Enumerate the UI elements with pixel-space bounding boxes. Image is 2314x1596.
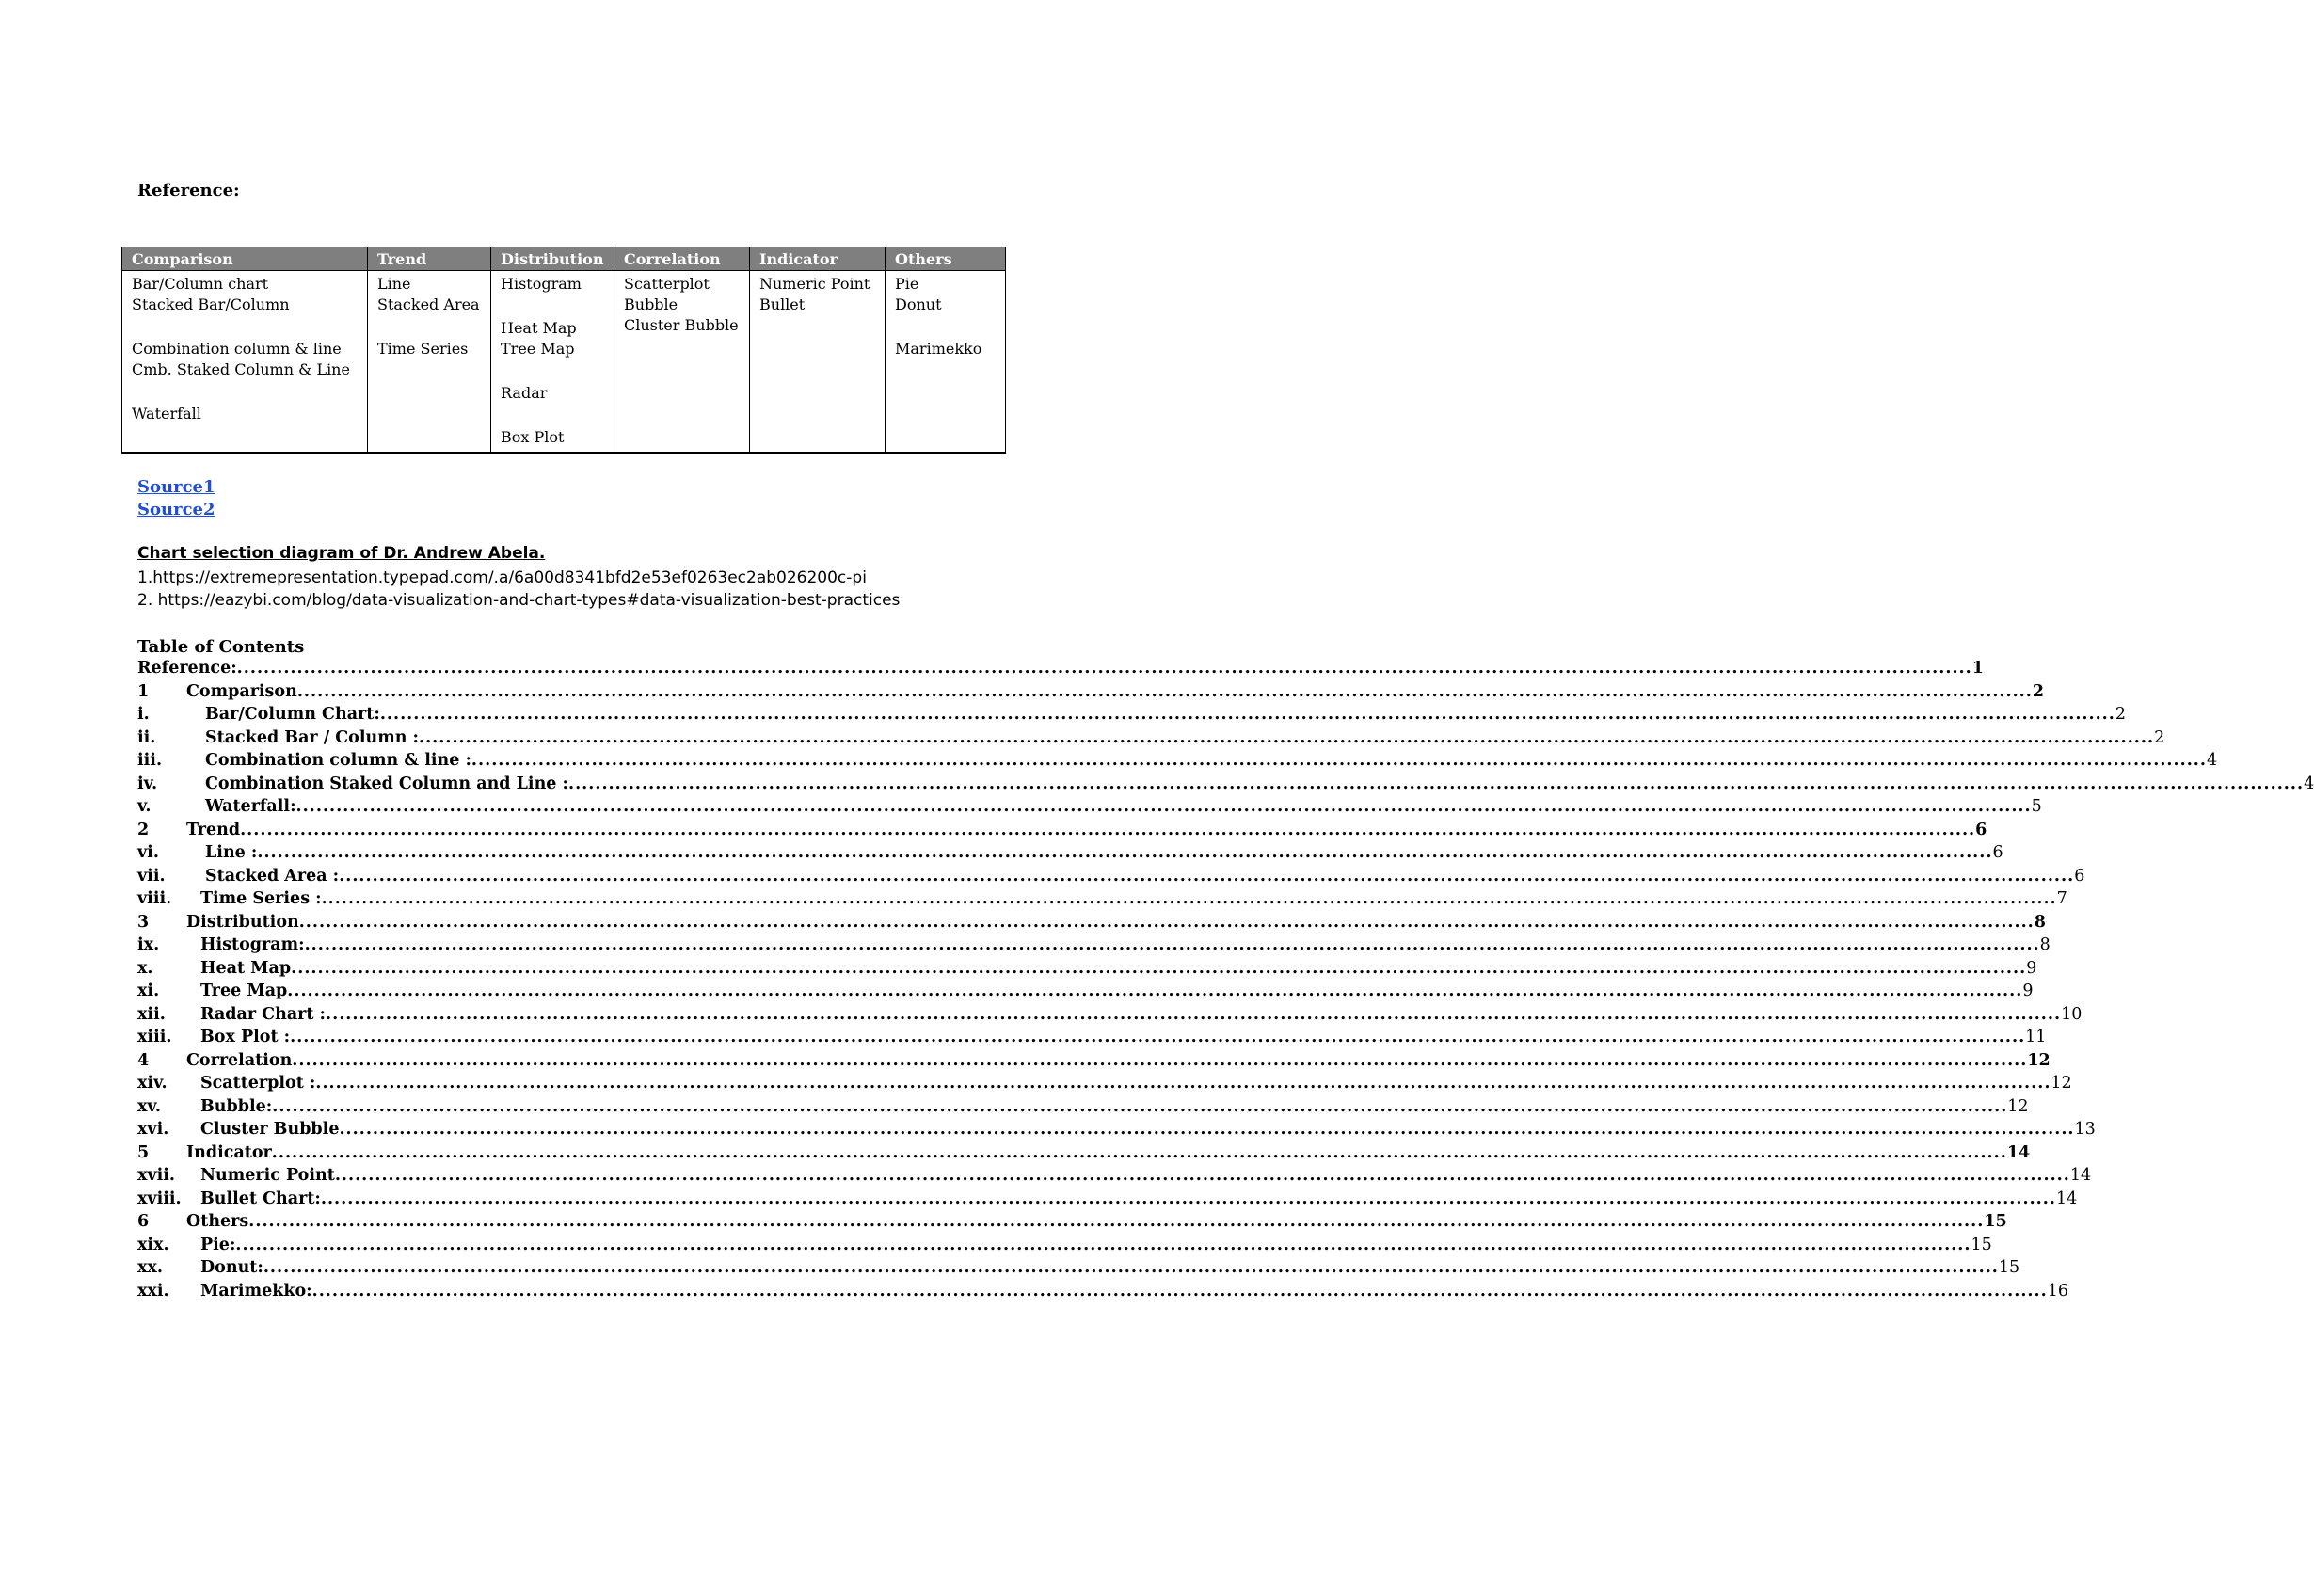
toc-entry-label: Radar Chart :	[200, 1004, 327, 1024]
toc-entry-page: 7	[2056, 889, 2067, 908]
cell-comparison	[122, 271, 368, 454]
table-of-contents	[137, 659, 2314, 1304]
table-body-row	[122, 271, 1006, 454]
toc-entry-label: Others	[186, 1212, 249, 1231]
toc-entry[interactable]	[137, 889, 2067, 913]
toc-entry-page: 4	[2206, 751, 2218, 770]
toc-entry-label: Scatterplot :	[200, 1074, 316, 1093]
toc-entry[interactable]	[137, 727, 2165, 752]
toc-entry-label: Marimekko:	[200, 1281, 312, 1301]
toc-entry-number: ii.	[137, 727, 156, 747]
toc-entry-page: 14	[2055, 1189, 2078, 1208]
toc-entry[interactable]	[137, 1004, 2083, 1029]
toc-entry-page: 4	[2304, 774, 2314, 793]
toc-entry-page: 8	[2039, 935, 2051, 954]
toc-entry-label: Cluster Bubble	[200, 1120, 340, 1139]
toc-entry-number: 5	[137, 1142, 150, 1162]
toc-dot-leader: ....................................................................................................................................................................................................................................................................	[304, 935, 2040, 954]
toc-entry-label: Combination column & line :	[205, 751, 471, 770]
table-cell-item: Bullet	[759, 295, 806, 313]
cell-distribution	[491, 271, 614, 454]
toc-entry-page: 14	[2006, 1142, 2031, 1162]
table-cell-item: Box Plot	[501, 428, 565, 446]
toc-entry[interactable]	[137, 1189, 2078, 1213]
toc-dot-leader: ....................................................................................................................................................................................................................................................................	[315, 1074, 2051, 1093]
toc-entry-number: 6	[137, 1212, 150, 1231]
toc-entry-page: 1	[1971, 659, 1984, 678]
toc-dot-leader: ....................................................................................................................................................................................................................................................................	[419, 727, 2155, 747]
toc-entry-label: Numeric Point	[200, 1166, 335, 1185]
toc-entry-label: Bar/Column Chart:	[205, 705, 380, 724]
header-correlation: Correlation	[614, 247, 750, 271]
toc-dot-leader: ....................................................................................................................................................................................................................................................................	[272, 1096, 2008, 1116]
toc-entry-page: 14	[2069, 1166, 2092, 1185]
toc-entry-page: 10	[2061, 1004, 2083, 1024]
toc-dot-leader: ....................................................................................................................................................................................................................................................................	[320, 1189, 2056, 1208]
toc-entry-label: Heat Map	[200, 958, 292, 978]
table-cell-item: Line	[377, 275, 411, 293]
toc-entry[interactable]	[137, 1212, 2007, 1236]
toc-entry-label: Waterfall:	[205, 797, 296, 816]
toc-dot-leader: ....................................................................................................................................................................................................................................................................	[471, 751, 2207, 770]
table-cell-item: Bar/Column chart	[132, 275, 269, 293]
toc-dot-leader: ....................................................................................................................................................................................................................................................................	[290, 1028, 2026, 1046]
toc-entry-number: xx.	[137, 1258, 163, 1277]
toc-entry-label: Tree Map	[200, 982, 288, 1000]
toc-entry-page: 15	[1984, 1212, 2007, 1231]
table-cell-item: Stacked Area	[377, 295, 480, 313]
toc-entry-number: 4	[137, 1050, 150, 1070]
toc-entry-label: Comparison	[186, 681, 297, 701]
table-cell-item: Scatterplot	[624, 275, 710, 293]
toc-entry-page: 2	[2154, 727, 2165, 747]
toc-entry-number: xxi.	[137, 1281, 169, 1301]
toc-entry[interactable]	[137, 935, 2051, 959]
toc-entry[interactable]	[137, 1028, 2047, 1051]
toc-entry[interactable]	[137, 659, 1984, 682]
toc-entry-label: Bubble:	[200, 1096, 273, 1116]
toc-entry[interactable]	[137, 1142, 2031, 1167]
toc-entry-label: Trend	[186, 820, 241, 839]
toc-dot-leader: ....................................................................................................................................................................................................................................................................	[339, 866, 2075, 886]
toc-entry-number: v.	[137, 797, 152, 816]
toc-dot-leader: ....................................................................................................................................................................................................................................................................	[263, 1258, 1999, 1277]
header-distribution: Distribution	[491, 247, 614, 271]
toc-entry[interactable]	[137, 1050, 2051, 1075]
toc-dot-leader: ....................................................................................................................................................................................................................................................................	[240, 820, 1976, 839]
toc-entry-number: xix.	[137, 1235, 169, 1254]
toc-entry-number: i.	[137, 705, 150, 724]
toc-entry-label: Stacked Bar / Column :	[205, 727, 419, 747]
toc-entry-number: ix.	[137, 935, 160, 954]
table-cell-item: Marimekko	[895, 340, 982, 358]
toc-entry-page: 15	[1971, 1235, 1992, 1254]
toc-entry-number: vi.	[137, 843, 159, 862]
toc-dot-leader: ....................................................................................................................................................................................................................................................................	[339, 1120, 2075, 1139]
toc-entry-page: 6	[1975, 820, 1987, 839]
toc-entry-label: Reference:	[137, 659, 237, 678]
toc-entry-label: Donut:	[200, 1258, 263, 1277]
toc-entry-number: vii.	[137, 866, 166, 886]
toc-entry-label: Indicator	[186, 1142, 272, 1162]
table-cell-item: Donut	[895, 295, 942, 313]
toc-entry-number: 1	[137, 681, 150, 701]
toc-entry-number: iii.	[137, 751, 163, 770]
table-cell-item: Bubble	[624, 295, 678, 313]
toc-entry-number: x.	[137, 958, 153, 978]
toc-dot-leader: ....................................................................................................................................................................................................................................................................	[291, 958, 2027, 978]
toc-entry[interactable]	[137, 797, 2042, 821]
toc-entry-number: xvi.	[137, 1120, 169, 1139]
source-urls	[137, 567, 900, 612]
toc-entry-page: 9	[2022, 982, 2034, 1000]
toc-entry-label: Distribution	[186, 912, 299, 932]
toc-entry[interactable]	[137, 1074, 2072, 1097]
table-cell-item: Combination column & line	[132, 340, 342, 358]
toc-entry-label: Pie:	[200, 1235, 236, 1254]
header-trend: Trend	[368, 247, 491, 271]
toc-entry-page: 13	[2074, 1120, 2096, 1139]
header-indicator: Indicator	[750, 247, 886, 271]
toc-entry[interactable]	[137, 1258, 2020, 1282]
toc-entry[interactable]	[137, 751, 2218, 774]
toc-entry-number: 2	[137, 820, 150, 839]
source2-link[interactable]: Source2	[137, 500, 215, 519]
toc-entry-number: xii.	[137, 1004, 166, 1024]
toc-entry[interactable]	[137, 843, 2003, 867]
toc-dot-leader: ....................................................................................................................................................................................................................................................................	[292, 1050, 2028, 1070]
table-cell-item: Numeric Point	[759, 275, 870, 293]
toc-entry[interactable]	[137, 1096, 2029, 1121]
table-cell-item: Heat Map	[501, 319, 577, 337]
table-cell-item: Radar	[501, 384, 548, 402]
toc-entry[interactable]	[137, 912, 2046, 936]
toc-entry-page: 5	[2031, 797, 2042, 816]
toc-entry-page: 2	[2032, 681, 2045, 701]
toc-entry-number: xv.	[137, 1096, 161, 1116]
toc-dot-leader: ....................................................................................................................................................................................................................................................................	[296, 681, 2033, 701]
toc-entry[interactable]	[137, 820, 1987, 844]
toc-entry-page: 9	[2026, 958, 2037, 978]
cell-indicator	[750, 271, 886, 454]
toc-entry[interactable]	[137, 1281, 2068, 1305]
toc-entry-number: xiii.	[137, 1028, 172, 1046]
toc-dot-leader: ....................................................................................................................................................................................................................................................................	[334, 1166, 2070, 1185]
toc-dot-leader: ....................................................................................................................................................................................................................................................................	[236, 659, 1972, 678]
toc-entry-number: iv.	[137, 774, 158, 793]
toc-entry-number: xiv.	[137, 1074, 168, 1093]
toc-dot-leader: ....................................................................................................................................................................................................................................................................	[235, 1235, 1971, 1254]
toc-entry[interactable]	[137, 681, 2045, 706]
table-cell-item: Tree Map	[501, 340, 575, 358]
toc-entry-page: 2	[2115, 705, 2127, 724]
toc-entry-page: 15	[1998, 1258, 2020, 1277]
source-url-1: 1.https://extremepresentation.typepad.com/.a/6a00d8341bfd2e53ef0263ec2ab026200c-pi	[137, 568, 867, 587]
toc-entry-page: 12	[2027, 1050, 2051, 1070]
toc-entry[interactable]	[137, 1120, 2096, 1143]
toc-entry-label: Histogram:	[200, 935, 305, 954]
table-cell-item: Pie	[895, 275, 919, 293]
toc-entry-page: 6	[2074, 866, 2085, 886]
toc-entry-label: Box Plot :	[200, 1028, 291, 1046]
chart-type-reference-table	[121, 247, 1006, 454]
toc-entry[interactable]	[137, 958, 2037, 982]
toc-entry-page: 16	[2047, 1281, 2068, 1301]
toc-dot-leader: ....................................................................................................................................................................................................................................................................	[248, 1212, 1985, 1231]
source-links	[137, 476, 215, 521]
reference-heading: Reference:	[137, 181, 240, 200]
toc-dot-leader: ....................................................................................................................................................................................................................................................................	[298, 912, 2035, 932]
toc-entry-label: Line :	[205, 843, 258, 862]
cell-others	[886, 271, 1006, 454]
toc-entry-label: Correlation	[186, 1050, 293, 1070]
toc-dot-leader: ....................................................................................................................................................................................................................................................................	[311, 1281, 2048, 1301]
toc-entry-label: Bullet Chart:	[200, 1189, 321, 1208]
toc-dot-leader: ....................................................................................................................................................................................................................................................................	[321, 889, 2057, 908]
toc-entry-page: 8	[2034, 912, 2046, 932]
toc-dot-leader: ....................................................................................................................................................................................................................................................................	[568, 774, 2305, 793]
toc-dot-leader: ....................................................................................................................................................................................................................................................................	[295, 797, 2032, 816]
source-url-2: 2. https://eazybi.com/blog/data-visualization-and-chart-types#data-visualization-best-practices	[137, 591, 901, 610]
header-comparison: Comparison	[122, 247, 368, 271]
toc-dot-leader: ....................................................................................................................................................................................................................................................................	[271, 1142, 2007, 1162]
toc-entry-number: xvii.	[137, 1166, 175, 1185]
toc-entry[interactable]	[137, 1166, 2092, 1189]
cell-trend	[368, 271, 491, 454]
toc-dot-leader: ....................................................................................................................................................................................................................................................................	[379, 705, 2115, 724]
toc-entry[interactable]	[137, 982, 2034, 1005]
table-cell-item: Time Series	[377, 340, 469, 358]
toc-title: Table of Contents	[137, 637, 305, 657]
toc-entry[interactable]	[137, 866, 2085, 890]
toc-entry-page: 12	[2051, 1074, 2072, 1093]
table-cell-item: Stacked Bar/Column	[132, 295, 290, 313]
toc-entry[interactable]	[137, 774, 2314, 798]
table-cell-item: Histogram	[501, 275, 582, 293]
toc-entry-page: 12	[2007, 1096, 2029, 1116]
table-cell-item: Cmb. Staked Column & Line	[132, 360, 350, 378]
toc-entry-label: Stacked Area :	[205, 866, 340, 886]
toc-entry-number: xviii.	[137, 1189, 182, 1208]
table-header-row	[122, 247, 1006, 271]
table-cell-item: Cluster Bubble	[624, 316, 739, 334]
toc-entry[interactable]	[137, 1235, 1992, 1259]
toc-entry-page: 6	[1992, 843, 2003, 862]
toc-dot-leader: ....................................................................................................................................................................................................................................................................	[326, 1004, 2062, 1024]
toc-entry-number: xi.	[137, 982, 160, 1000]
header-others: Others	[886, 247, 1006, 271]
abela-diagram-heading: Chart selection diagram of Dr. Andrew Abela.	[137, 544, 546, 563]
table-cell-item: Waterfall	[132, 405, 201, 423]
toc-entry[interactable]	[137, 705, 2127, 728]
cell-correlation	[614, 271, 750, 454]
source1-link[interactable]: Source1	[137, 477, 215, 497]
toc-entry-label: Combination Staked Column and Line :	[205, 774, 568, 793]
toc-entry-number: 3	[137, 912, 150, 932]
toc-entry-number: viii.	[137, 889, 172, 908]
toc-entry-page: 11	[2025, 1028, 2047, 1046]
toc-dot-leader: ....................................................................................................................................................................................................................................................................	[287, 982, 2023, 1000]
toc-dot-leader: ....................................................................................................................................................................................................................................................................	[257, 843, 1993, 862]
toc-entry-label: Time Series :	[200, 889, 322, 908]
